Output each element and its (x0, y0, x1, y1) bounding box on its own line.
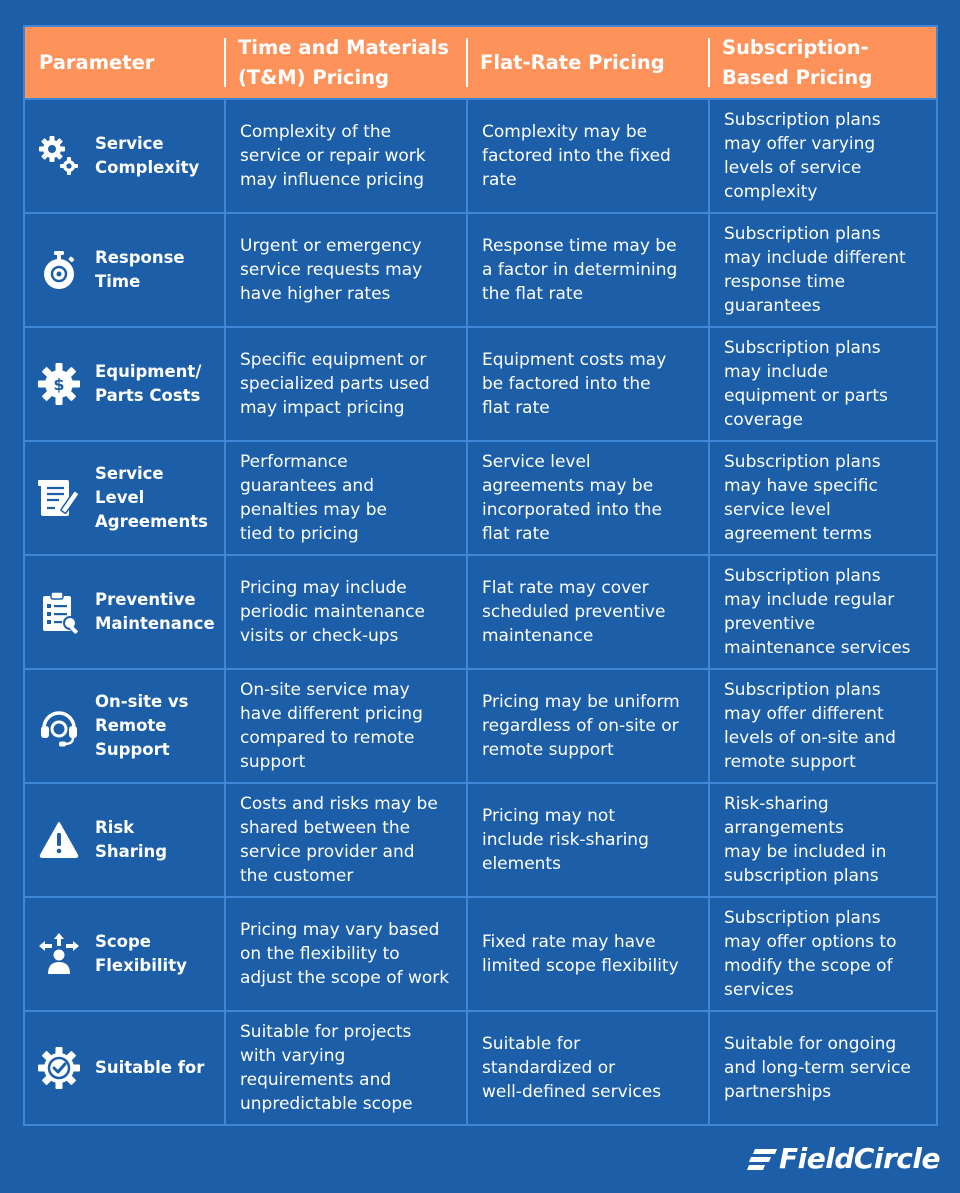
check-gear-icon (37, 1046, 81, 1090)
header-parameter: Parameter (39, 50, 155, 74)
table-row (25, 212, 936, 326)
warning-icon (37, 818, 81, 862)
parameter-cell (25, 442, 224, 554)
tm-cell: Pricing may include periodic maintenance visits or check-ups (224, 556, 466, 668)
tm-cell: Pricing may vary based on the flexibility to adjust the scope of work (224, 898, 466, 1010)
subscription-cell: Subscription plans may offer varying levels of service complexity (708, 100, 936, 212)
parameter-cell (25, 556, 224, 668)
dollar-gear-icon (37, 362, 81, 406)
subscription-cell: Subscription plans may include regular preventive maintenance services (708, 556, 936, 668)
flat-cell: Service level agreements may be incorporated into the flat rate (466, 442, 708, 554)
subscription-cell: Suitable for ongoing and long-term service partnerships (708, 1012, 936, 1124)
parameter-label: Service Complexity (95, 134, 200, 177)
table-row (25, 98, 936, 212)
speed-lines-icon (747, 1145, 777, 1173)
tm-cell: Complexity of the service or repair work may influence pricing (224, 100, 466, 212)
parameter-label: Response Time (95, 248, 185, 291)
flat-cell: Pricing may be uniform regardless of on-site or remote support (466, 670, 708, 782)
tm-cell: Urgent or emergency service requests may have higher rates (224, 214, 466, 326)
tm-cell: Specific equipment or specialized parts used may impact pricing (224, 328, 466, 440)
brand-name: FieldCircle (779, 1142, 940, 1175)
fieldcircle-logo (747, 1142, 940, 1175)
table-header (25, 27, 936, 98)
subscription-cell: Risk-sharing arrangements may be included in subscription plans (708, 784, 936, 896)
table-row (25, 1010, 936, 1124)
table-row (25, 896, 936, 1010)
table-row (25, 668, 936, 782)
flat-cell: Suitable for standardized or well-defined services (466, 1012, 708, 1124)
headset-icon (37, 704, 81, 748)
table-row (25, 440, 936, 554)
contract-icon (37, 476, 81, 520)
subscription-cell: Subscription plans may include different response time guarantees (708, 214, 936, 326)
tm-cell: On-site service may have different pricing compared to remote support (224, 670, 466, 782)
parameter-label: Preventive Maintenance (95, 590, 215, 633)
parameter-label: Service Level Agreements (95, 464, 208, 531)
header-subscription-pricing: Subscription- Based Pricing (708, 27, 936, 98)
parameter-label: Suitable for (95, 1058, 205, 1077)
header-flat-rate-pricing: Flat-Rate Pricing (466, 27, 708, 98)
parameter-cell (25, 214, 224, 326)
flat-cell: Flat rate may cover scheduled preventive maintenance (466, 556, 708, 668)
flat-cell: Complexity may be factored into the fixed rate (466, 100, 708, 212)
clipboard-wrench-icon (37, 590, 81, 634)
flat-cell: Pricing may not include risk-sharing elements (466, 784, 708, 896)
table-row (25, 554, 936, 668)
parameter-label: On-site vs Remote Support (95, 692, 189, 759)
stopwatch-icon (37, 248, 81, 292)
table-row (25, 326, 936, 440)
parameter-label: Risk Sharing (95, 818, 168, 861)
gears-icon (37, 134, 81, 178)
flexibility-icon (37, 932, 81, 976)
parameter-label: Scope Flexibility (95, 932, 187, 975)
tm-cell: Costs and risks may be shared between the service provider and the customer (224, 784, 466, 896)
flat-cell: Equipment costs may be factored into the flat rate (466, 328, 708, 440)
parameter-cell (25, 898, 224, 1010)
svg-text:$: $ (53, 375, 65, 394)
subscription-cell: Subscription plans may offer options to modify the scope of services (708, 898, 936, 1010)
tm-cell: Performance guarantees and penalties may be tied to pricing (224, 442, 466, 554)
subscription-cell: Subscription plans may offer different levels of on-site and remote support (708, 670, 936, 782)
parameter-cell (25, 784, 224, 896)
parameter-label: Equipment/ Parts Costs (95, 362, 202, 405)
parameter-cell (25, 670, 224, 782)
table-row (25, 782, 936, 896)
flat-cell: Response time may be a factor in determining the flat rate (466, 214, 708, 326)
flat-cell: Fixed rate may have limited scope flexibility (466, 898, 708, 1010)
subscription-cell: Subscription plans may include equipment or parts coverage (708, 328, 936, 440)
pricing-comparison-table (23, 25, 938, 1126)
tm-cell: Suitable for projects with varying requirements and unpredictable scope (224, 1012, 466, 1124)
header-tm-pricing: Time and Materials (T&M) Pricing (224, 27, 466, 98)
parameter-cell (25, 328, 224, 440)
parameter-cell (25, 1012, 224, 1124)
subscription-cell: Subscription plans may have specific service level agreement terms (708, 442, 936, 554)
parameter-cell (25, 100, 224, 212)
